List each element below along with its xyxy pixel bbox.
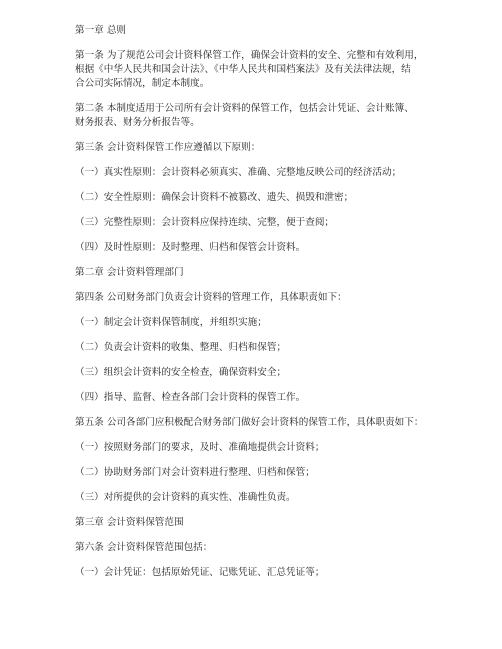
paragraph <box>75 566 470 580</box>
text-line: （三）完整性原则：会计资料应保持连续、完整，便于查阅； <box>75 217 335 228</box>
text-line: 第二条 本制度适用于公司所有会计资料的保管工作，包括会计凭证、会计账簿、 <box>75 103 414 114</box>
paragraph <box>75 216 470 230</box>
paragraph <box>75 441 470 455</box>
text-line: 财务报表、财务分析报告等。 <box>75 117 200 128</box>
paragraph <box>75 49 470 91</box>
paragraph <box>75 141 470 155</box>
paragraph <box>75 516 470 530</box>
text-line: （二）负责会计资料的收集、整理、归档和保管； <box>75 342 287 353</box>
paragraph <box>75 541 470 555</box>
paragraph <box>75 416 470 430</box>
text-line: （二）协助财务部门对会计资料进行整理、归档和保管； <box>75 467 315 478</box>
text-line: （四）及时性原则：及时整理、归档和保管会计资料。 <box>75 242 306 253</box>
text-line: 第四条 公司财务部门负责会计资料的管理工作，具体职责如下： <box>75 292 347 303</box>
paragraph <box>75 291 470 305</box>
paragraph <box>75 341 470 355</box>
text-line: （三）对所提供的会计资料的真实性、准确性负责。 <box>75 492 296 503</box>
paragraph <box>75 24 470 38</box>
text-line: 合公司实际情况，制定本制度。 <box>75 78 210 89</box>
text-line: （四）指导、监督、检查各部门会计资料的保管工作。 <box>75 392 306 403</box>
paragraph <box>75 166 470 180</box>
paragraph <box>75 102 470 130</box>
paragraph <box>75 491 470 505</box>
paragraph <box>75 266 470 280</box>
paragraph <box>75 366 470 380</box>
text-line: （三）组织会计资料的安全检查，确保资料安全； <box>75 367 287 378</box>
paragraph <box>75 316 470 330</box>
chapter-heading: 第二章 会计资料管理部门 <box>75 267 184 278</box>
text-line: （一）按照财务部门的要求，及时、准确地提供会计资料； <box>75 442 325 453</box>
chapter-heading: 第三章 会计资料保管范围 <box>75 517 184 528</box>
text-line: 第五条 公司各部门应积极配合财务部门做好会计资料的保管工作，具体职责如下： <box>75 417 424 428</box>
paragraph <box>75 391 470 405</box>
text-line: 根据《中华人民共和国会计法》、《中华人民共和国档案法》及有关法律法规，结 <box>75 64 411 75</box>
paragraph <box>75 466 470 480</box>
chapter-heading: 第一章 总则 <box>75 25 127 36</box>
paragraph <box>75 241 470 255</box>
text-line: （一）会计凭证：包括原始凭证、记账凭证、汇总凭证等； <box>75 567 325 578</box>
paragraph <box>75 191 470 205</box>
text-line: 第一条 为了规范公司会计资料保管工作，确保会计资料的安全、完整和有效利用， <box>75 50 424 61</box>
text-line: 第三条 会计资料保管工作应遵循以下原则： <box>75 142 261 153</box>
text-line: （二）安全性原则：确保会计资料不被篡改、遗失、损毁和泄密； <box>75 192 354 203</box>
document-page <box>75 24 470 580</box>
text-line: （一）真实性原则：会计资料必须真实、准确、完整地反映公司的经济活动； <box>75 167 402 178</box>
text-line: 第六条 会计资料保管范围包括： <box>75 542 213 553</box>
text-line: （一）制定会计资料保管制度，并组织实施； <box>75 317 267 328</box>
